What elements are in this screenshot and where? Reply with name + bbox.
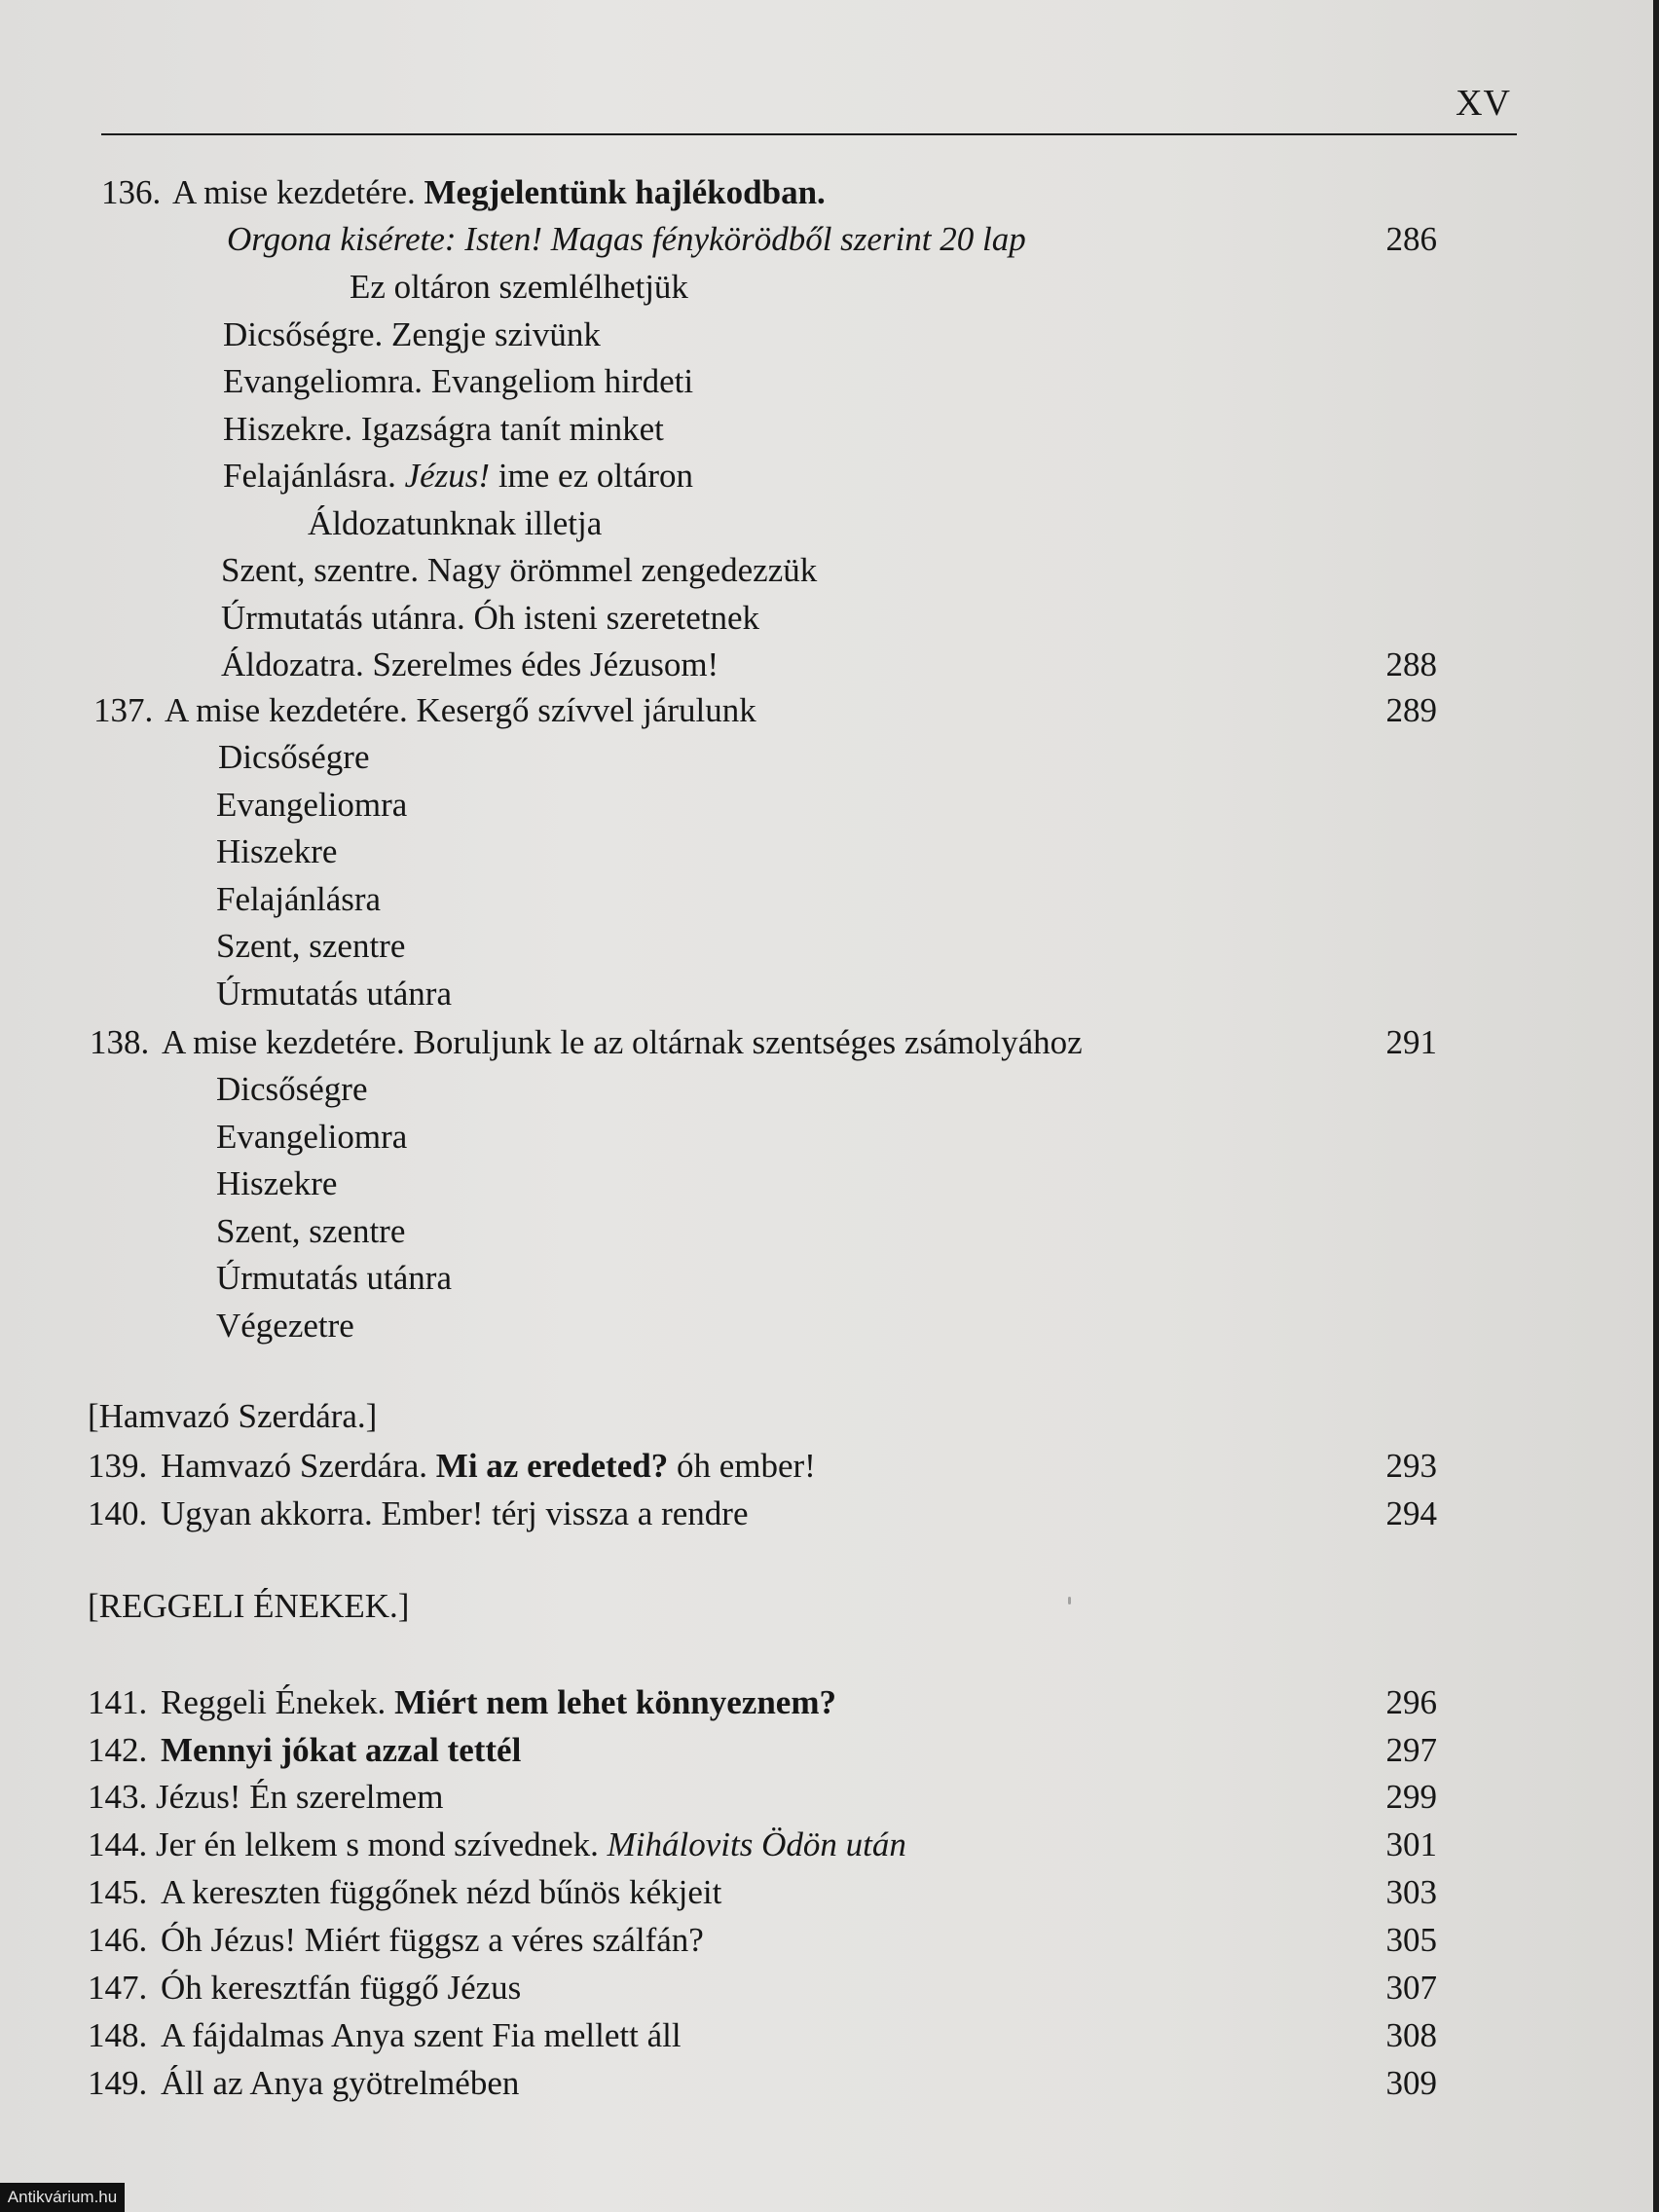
page-ref: 309 [1385, 2064, 1437, 2102]
page-ref: 297 [1385, 1731, 1437, 1769]
entry-title: A mise kezdetére. Boruljunk le az oltárnak szentséges zsámolyához [162, 1023, 1083, 1061]
entry-title: Jézus! Én szerelmem [156, 1778, 444, 1816]
page-number: XV [1456, 83, 1511, 124]
toc-mass-part: Szent, szentre. Nagy örömmel zengedezzük [221, 551, 818, 589]
entry-number: 137. [93, 691, 154, 729]
section-heading: [REGGELI ÉNEKEK.] [88, 1587, 410, 1625]
toc-mass-part: Felajánlásra. Jézus! ime ez oltáron [223, 457, 694, 495]
page-ref: 294 [1385, 1494, 1437, 1532]
entry-number: 139. [88, 1447, 148, 1485]
entry-title: A kereszten függőnek nézd bűnös kékjeit [161, 1873, 722, 1911]
page-ref: 291 [1385, 1023, 1437, 1061]
paper-speck [1068, 1597, 1071, 1604]
entry-title: Óh keresztfán függő Jézus [161, 1969, 522, 2007]
toc-entry-136 [0, 170, 1653, 215]
page-ref: 303 [1385, 1873, 1437, 1911]
toc-mass-part: Úrmutatás utánra [216, 1259, 452, 1297]
entry-number: 144. [88, 1825, 148, 1863]
header-rule [101, 133, 1517, 135]
toc-mass-part: Szent, szentre [216, 927, 406, 965]
page-ref: 307 [1385, 1969, 1437, 2007]
toc-entry-146 [0, 1918, 1653, 1963]
toc-organ-line [0, 217, 1653, 262]
entry-title-bold: Mennyi jókat azzal tettél [161, 1731, 522, 1769]
toc-entry-147 [0, 1966, 1653, 2010]
watermark-stamp: Antikvárium.hu [0, 2183, 125, 2212]
organ-accompaniment: Orgona kisérete: Isten! Magas fénykörödből szerint 20 lap [227, 220, 1026, 258]
entry-number: 140. [88, 1494, 148, 1532]
toc-entry-140 [0, 1492, 1653, 1536]
entry-number: 146. [88, 1921, 148, 1959]
entry-title-bold: Megjelentünk hajlékodban. [424, 173, 826, 211]
page-ref: 293 [1385, 1447, 1437, 1485]
entry-title: A mise kezdetére. Kesergő szívvel járulunk [165, 691, 756, 729]
toc-mass-part: Végezetre [216, 1307, 354, 1345]
entry-title: A mise kezdetére. [172, 173, 416, 211]
toc-entry-148 [0, 2013, 1653, 2058]
toc-mass-part: Evangeliomra [216, 786, 408, 824]
toc-entry-137 [0, 688, 1653, 733]
toc-entry-139: 139. Hamvazó Szerdára. Mi az eredeted? óh ember! 293 [0, 1444, 1653, 1489]
toc-entry-144: 144. Jer én lelkem s mond szívednek. Mihálovits Ödön után 301 [0, 1823, 1653, 1867]
section-heading: [Hamvazó Szerdára.] [88, 1397, 378, 1435]
toc-mass-part: Szent, szentre [216, 1212, 406, 1250]
entry-title: A fájdalmas Anya szent Fia mellett áll [161, 2016, 682, 2054]
toc-entry-149 [0, 2061, 1653, 2106]
page-edge-shadow [1653, 0, 1659, 2212]
entry-number: 148. [88, 2016, 148, 2054]
toc-mass-part: Evangeliomra [216, 1118, 408, 1156]
toc-entry-145 [0, 1870, 1653, 1915]
entry-number: 141. [88, 1683, 148, 1721]
entry-number: 138. [90, 1023, 150, 1061]
page-ref: 296 [1385, 1683, 1437, 1721]
toc-mass-part: Úrmutatás utánra [216, 975, 452, 1013]
entry-title: Óh Jézus! Miért függsz a véres szálfán? [161, 1921, 704, 1959]
page-ref: 308 [1385, 2016, 1437, 2054]
toc-mass-part: Evangeliomra. Evangeliom hirdeti [223, 362, 694, 400]
entry-title: Ugyan akkorra. Ember! térj vissza a rendre [161, 1494, 749, 1532]
toc-entry-142 [0, 1728, 1653, 1773]
toc-entry-138 [0, 1020, 1653, 1065]
page-ref: 289 [1385, 691, 1437, 729]
page-ref: 301 [1385, 1825, 1437, 1863]
toc-mass-part: Hiszekre [216, 832, 338, 870]
entry-number: 149. [88, 2064, 148, 2102]
page-ref: 286 [1385, 220, 1437, 258]
toc-subline: Ez oltáron szemlélhetjük [350, 268, 688, 306]
page-ref: 305 [1385, 1921, 1437, 1959]
toc-mass-part: Felajánlásra [216, 880, 382, 918]
toc-mass-part: Áldozatra. Szerelmes édes Jézusom! 288 [0, 643, 1653, 687]
entry-number: 142. [88, 1731, 148, 1769]
toc-mass-part: Hiszekre [216, 1164, 338, 1202]
toc-mass-part: Úrmutatás utánra. Óh isteni szeretetnek [221, 599, 760, 637]
toc-subline: Áldozatunknak illetja [308, 504, 603, 542]
entry-title: Áll az Anya gyötrelmében [161, 2064, 520, 2102]
toc-mass-part: Hiszekre. Igazságra tanít minket [223, 410, 664, 448]
toc-entry-143 [0, 1775, 1653, 1820]
entry-number: 147. [88, 1969, 148, 2007]
toc-mass-part: Dicsőségre [218, 738, 370, 776]
page-ref: 288 [1385, 645, 1437, 683]
page-ref: 299 [1385, 1778, 1437, 1816]
toc-mass-part: Dicsőségre. Zengje szivünk [223, 315, 601, 353]
entry-number: 136. [101, 173, 162, 211]
entry-number: 145. [88, 1873, 148, 1911]
toc-entry-141: 141. Reggeli Énekek. Miért nem lehet könnyeznem? 296 [0, 1680, 1653, 1725]
toc-mass-part: Dicsőségre [216, 1070, 368, 1108]
entry-number: 143. [88, 1778, 148, 1816]
